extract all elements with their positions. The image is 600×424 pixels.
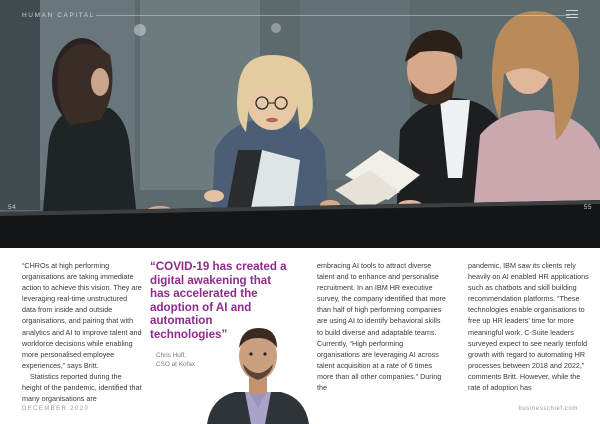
menu-icon[interactable] (566, 10, 578, 18)
pull-quote: “COVID-19 has created a digital awakening that has accelerated the adoption of AI and automation technologies” (150, 260, 287, 341)
site-link[interactable]: businesschief.com (518, 406, 578, 412)
section-label: HUMAN CAPITAL (22, 12, 96, 19)
header-rule (96, 15, 570, 16)
article-column-3: embracing AI tools to attract diverse talent and to enhance and personalise recruitment. In an IBM HR executive survey, the company identified that more than half of high performing companies are using AI to identify behavioral skills to build diverse and adaptable teams. Currently, “High performing organisations are leveraging AI across talent acquisition at a rate of 6 times more than all other companies.” During the (317, 261, 446, 393)
page-number-right: 55 (583, 204, 592, 211)
issue-date: DECEMBER 2020 (22, 406, 90, 412)
portrait-photo (205, 318, 311, 424)
quote-attribution-title: CSO at Kofax (156, 361, 196, 368)
paragraph: Statistics reported during the height of the pandemic, identified that many organisations are (22, 371, 142, 404)
paragraph: “CHROs at high performing organisations are taking immediate action to achieve this vision. They are leveraging real-time unstructured data from inside and outside organisations, and pairing that with analytics and AI to improve talent and workforce decisions while enabling more personalised employee experiences,” says Britt. (22, 261, 142, 370)
article-column-1 (22, 260, 142, 404)
article-column-4: pandemic, IBM saw its clients rely heavily on AI enabled HR applications such as chatbots and skill building recommendation platforms. “These technologies enable organisations to free up HR leaders’ time for more meaningful work. C-Suite leaders surveyed expect to see nearly tenfold growth with regard to automating HR processes between 2018 and 2022,” comments Britt. However, while the rate of adoption has (468, 261, 589, 393)
person-portrait-illustration (205, 318, 311, 424)
page-number-left: 54 (8, 204, 17, 211)
quote-attribution-name: Chris Huff, (156, 352, 187, 359)
